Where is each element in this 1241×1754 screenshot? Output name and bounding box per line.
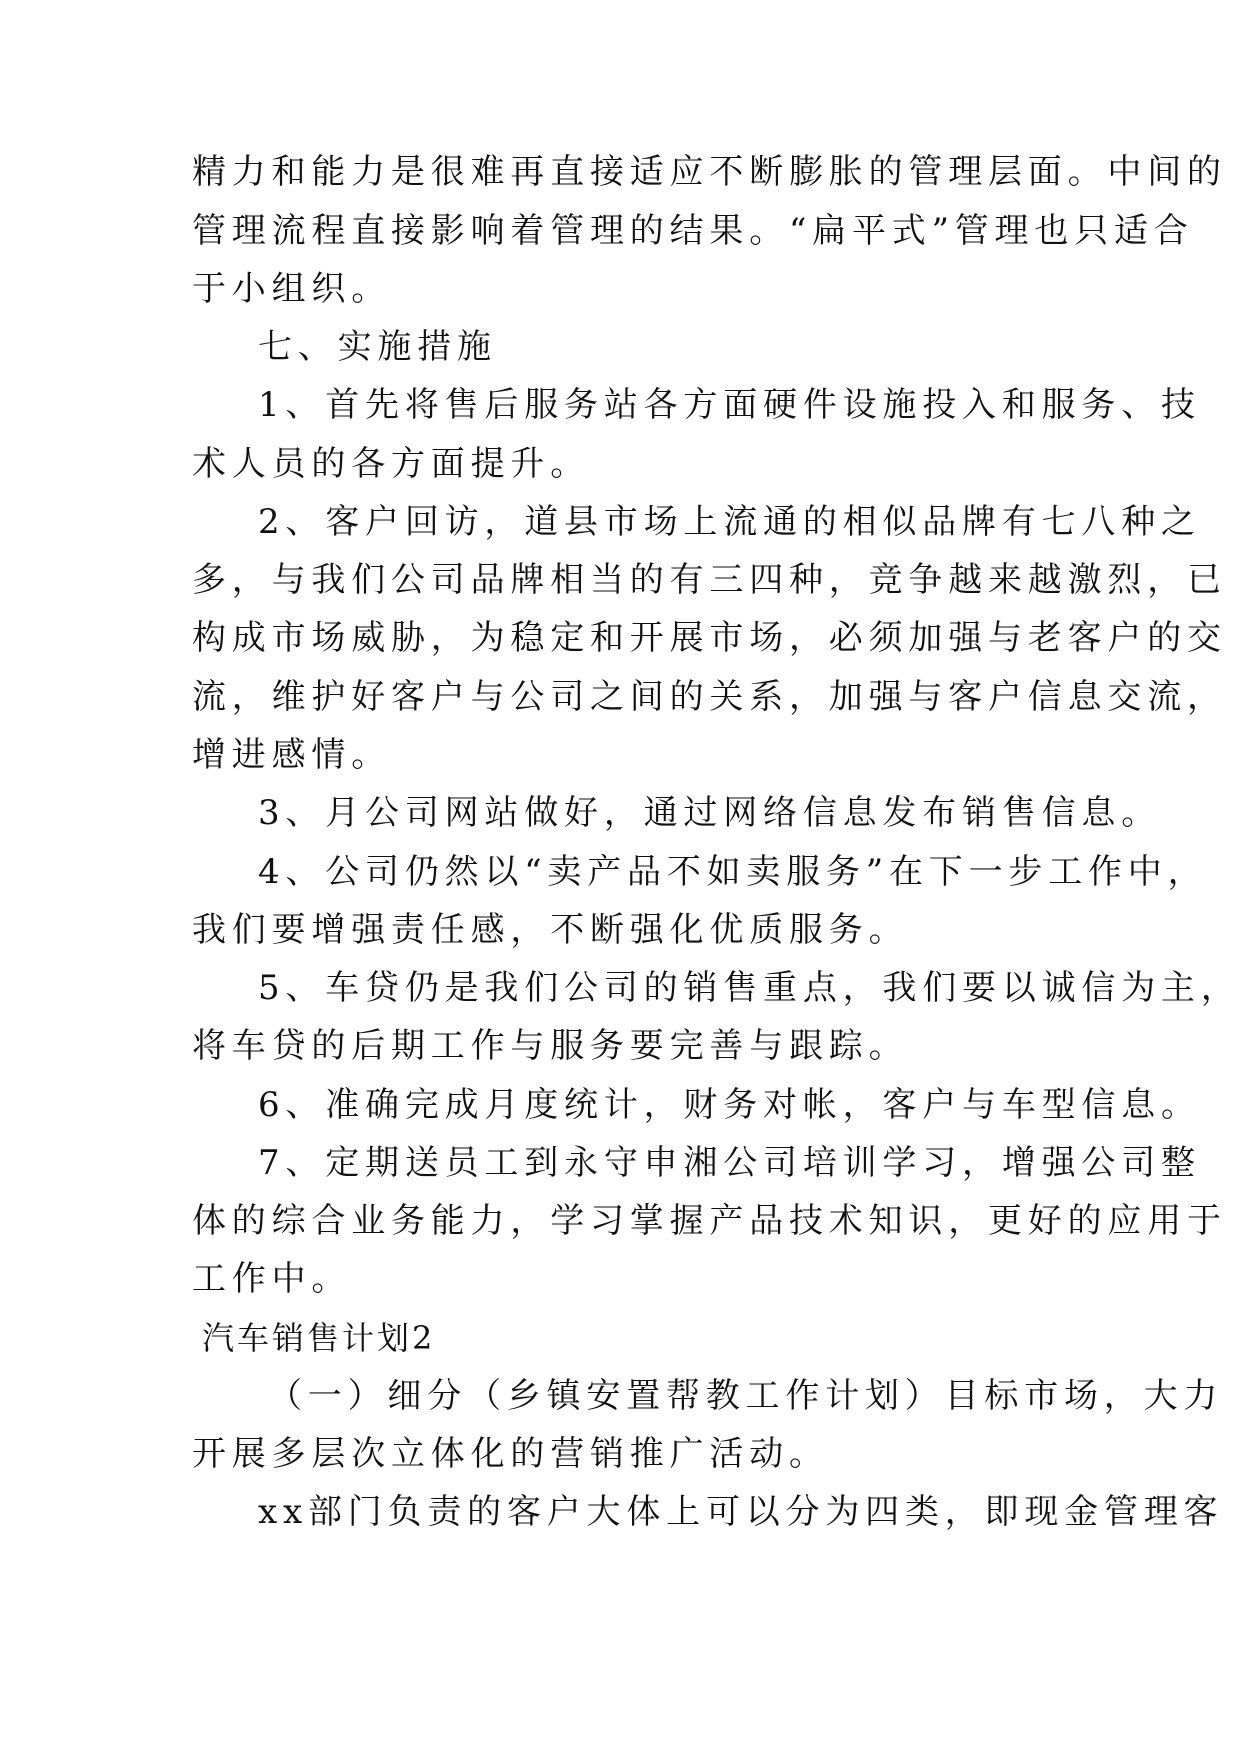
paragraph-line: 构成市场威胁，为稳定和开展市场，必须加强与老客户的交 [192,618,1227,658]
paragraph-line: 体的综合业务能力，学习掌握产品技术知识，更好的应用于 [192,1201,1227,1241]
paragraph-line: 增进感情。 [192,735,391,775]
paragraph-line: 术人员的各方面提升。 [192,444,590,484]
document-subtitle: 汽车销售计划2 [202,1319,436,1357]
paragraph-line: 工作中。 [192,1259,352,1299]
paragraph-line: 管理流程直接影响着管理的结果。“扁平式”管理也只适合 [192,211,1194,251]
paragraph-line: 流，维护好客户与公司之间的关系，加强与客户信息交流， [192,677,1227,717]
section-heading: 七、实施措施 [258,327,497,367]
paragraph-line: 5、车贷仍是我们公司的销售重点，我们要以诚信为主， [258,968,1241,1008]
paragraph-line: 7、定期送员工到永守申湘公司培训学习，增强公司整 [258,1143,1201,1183]
paragraph-line: （一）细分（乡镇安置帮教工作计划）目标市场，大力 [268,1376,1224,1416]
paragraph-line: 3、月公司网站做好，通过网络信息发布销售信息。 [258,793,1162,833]
paragraph-line: 6、准确完成月度统计，财务对帐，客户与车型信息。 [258,1085,1201,1125]
paragraph-line: xx部门负责的客户大体上可以分为四类，即现金管理客 [258,1492,1224,1532]
paragraph-line: 多，与我们公司品牌相当的有三四种，竞争越来越激烈，已 [192,560,1227,600]
paragraph-line: 4、公司仍然以“卖产品不如卖服务”在下一步工作中， [258,852,1208,892]
paragraph-line: 精力和能力是很难再直接适应不断膨胀的管理层面。中间的 [192,152,1227,192]
paragraph-line: 于小组织。 [192,269,391,309]
paragraph-line: 将车贷的后期工作与服务要完善与跟踪。 [192,1026,909,1066]
paragraph-line: 我们要增强责任感，不断强化优质服务。 [192,910,909,950]
paragraph-line: 开展多层次立体化的营销推广活动。 [192,1434,829,1474]
paragraph-line: 1、首先将售后服务站各方面硬件设施投入和服务、技 [258,385,1201,425]
paragraph-line: 2、客户回访，道县市场上流通的相似品牌有七八种之 [258,502,1201,542]
